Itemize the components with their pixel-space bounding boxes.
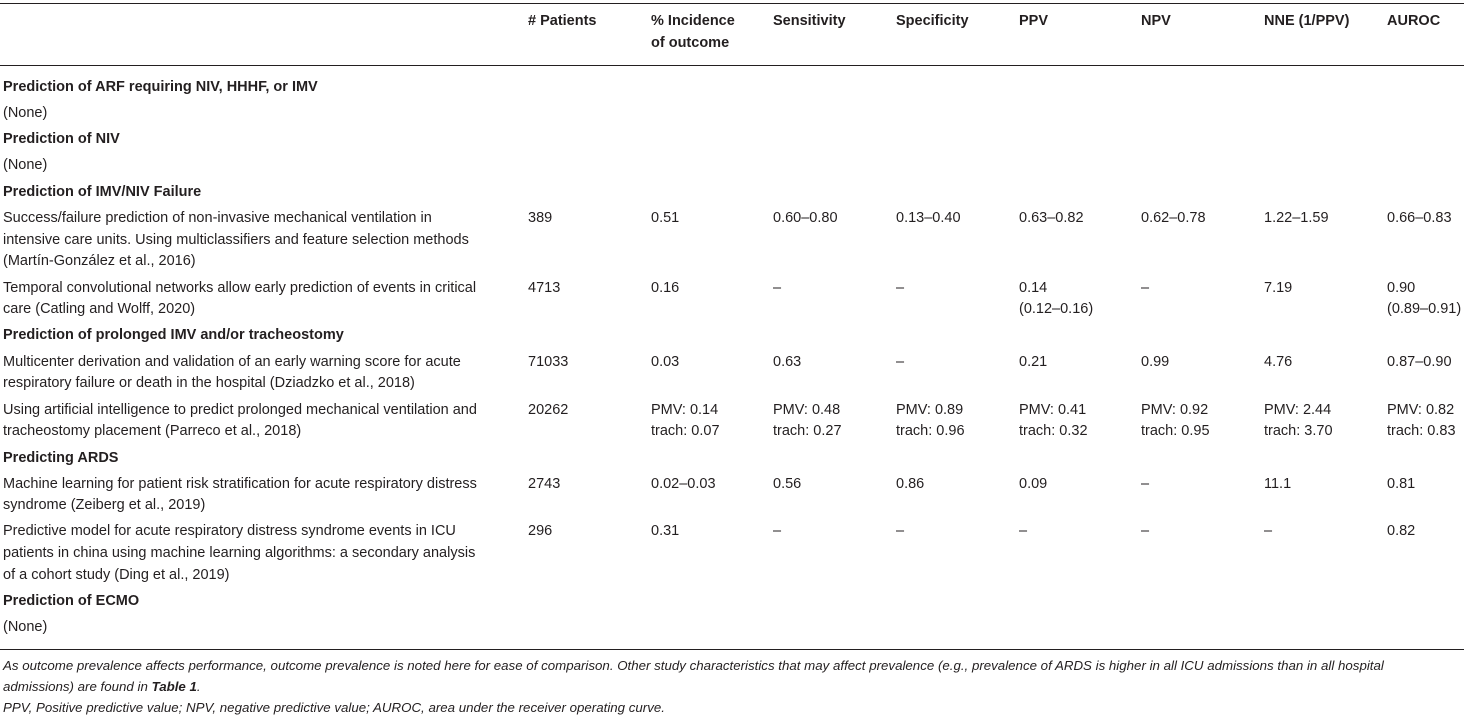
study-title-text: care (3, 301, 36, 317)
cell-auroc: 0.66–0.83 (1387, 210, 1452, 226)
bottom-rule (0, 649, 1464, 650)
cell-ppv: 0.21 (1019, 354, 1048, 370)
footnote-line: PPV, Positive predictive value; NPV, negative predictive value; AUROC, area under the receiver operating curve. (3, 700, 665, 715)
cell-incidence: 0.02–0.03 (651, 476, 716, 492)
study-title-line (3, 495, 205, 517)
table-1-link[interactable]: Table 1 (151, 679, 197, 694)
cell-ppv: 0.14 (1019, 280, 1048, 296)
cell-specificity: 0.86 (896, 476, 925, 492)
cell-ppv: – (1019, 523, 1028, 539)
footnote (3, 655, 1458, 718)
cell-sensitivity: – (773, 280, 782, 296)
section-imv-niv-failure: Prediction of IMV/NIV Failure (3, 184, 202, 200)
cell-nne: – (1264, 523, 1273, 539)
cell-ppv: PMV: 0.41 (1019, 402, 1087, 418)
cell-ppv: 0.09 (1019, 476, 1048, 492)
study-title-line: Temporal convolutional networks allow early prediction of events in critical (3, 280, 477, 296)
cell-ppv-trach: trach: 0.32 (1019, 423, 1088, 439)
section-arf: Prediction of ARF requiring NIV, HHHF, or IMV (3, 79, 318, 95)
cell-incidence: PMV: 0.14 (651, 402, 719, 418)
cell-incidence: 0.31 (651, 523, 680, 539)
cell-nne: 1.22–1.59 (1264, 210, 1329, 226)
cell-auroc-ci: (0.89–0.91) (1387, 301, 1462, 317)
study-citation: (Dziadzko et al., 2018) (269, 375, 415, 391)
cell-specificity: – (896, 280, 905, 296)
cell-nne: PMV: 2.44 (1264, 402, 1332, 418)
study-title-text: of a cohort study (3, 567, 115, 583)
study-title-line: patients in china using machine learning algorithms: a secondary analysis (3, 545, 476, 561)
study-title-line: Machine learning for patient risk stratification for acute respiratory distress (3, 476, 477, 492)
study-citation: (Ding et al., 2019) (114, 567, 230, 583)
cell-auroc: 0.82 (1387, 523, 1416, 539)
study-title-line: Predictive model for acute respiratory distress syndrome events in ICU (3, 523, 456, 539)
study-title-line: Multicenter derivation and validation of an early warning score for acute (3, 354, 461, 370)
header-specificity: Specificity (896, 13, 969, 29)
cell-npv: – (1141, 476, 1150, 492)
footnote-line: As outcome prevalence affects performance, outcome prevalence is noted here for ease of comparison. Other study characteristics that may affect prevalence (e.g., prevalence of ARDS is higher in all ICU admissions than in all hospital (3, 658, 1384, 673)
cell-specificity: PMV: 0.89 (896, 402, 964, 418)
cell-patients: 296 (528, 523, 553, 539)
cell-ppv: 0.63–0.82 (1019, 210, 1084, 226)
section-ecmo-none: (None) (3, 619, 48, 635)
cell-incidence: 0.16 (651, 280, 680, 296)
cell-sensitivity: 0.63 (773, 354, 802, 370)
cell-auroc: 0.87–0.90 (1387, 354, 1452, 370)
study-title-text: respiratory failure or death in the hospital (3, 375, 270, 391)
study-title-text: syndrome (3, 497, 71, 513)
study-title-line: Success/failure prediction of non-invasive mechanical ventilation in (3, 210, 432, 226)
footnote-text: admissions) are found in (3, 679, 152, 694)
cell-auroc: 0.90 (1387, 280, 1416, 296)
study-title-line (3, 373, 415, 395)
cell-npv: – (1141, 280, 1150, 296)
cell-specificity: 0.13–0.40 (896, 210, 961, 226)
cell-npv: – (1141, 523, 1150, 539)
cell-patients: 4713 (528, 280, 561, 296)
header-ppv: PPV (1019, 13, 1049, 29)
study-title-text: tracheostomy placement (3, 423, 165, 439)
cell-npv: 0.99 (1141, 354, 1170, 370)
cell-npv: 0.62–0.78 (1141, 210, 1206, 226)
study-title-line (3, 565, 230, 587)
header-npv: NPV (1141, 13, 1171, 29)
section-ards: Predicting ARDS (3, 450, 119, 466)
cell-sensitivity: 0.60–0.80 (773, 210, 838, 226)
header-sensitivity: Sensitivity (773, 13, 846, 29)
study-citation: (Zeiberg et al., 2019) (70, 497, 206, 513)
study-title-line: intensive care units. Using multiclassifiers and feature selection methods (3, 232, 469, 248)
cell-sensitivity: 0.56 (773, 476, 802, 492)
cell-specificity: – (896, 354, 905, 370)
cell-auroc-trach: trach: 0.83 (1387, 423, 1456, 439)
header-patients: # Patients (528, 13, 597, 29)
header-incidence-line2: of outcome (651, 35, 730, 51)
section-niv-none: (None) (3, 157, 48, 173)
cell-auroc: 0.81 (1387, 476, 1416, 492)
cell-patients: 20262 (528, 402, 569, 418)
cell-incidence: 0.51 (651, 210, 680, 226)
section-arf-none: (None) (3, 105, 48, 121)
cell-sensitivity: – (773, 523, 782, 539)
footnote-line (3, 676, 1458, 697)
cell-nne-trach: trach: 3.70 (1264, 423, 1333, 439)
cell-nne: 7.19 (1264, 280, 1293, 296)
cell-specificity-trach: trach: 0.96 (896, 423, 965, 439)
cell-patients: 71033 (528, 354, 569, 370)
study-title-line (3, 299, 195, 321)
cell-specificity: – (896, 523, 905, 539)
cell-npv-trach: trach: 0.95 (1141, 423, 1210, 439)
section-ecmo: Prediction of ECMO (3, 593, 140, 609)
cell-auroc: PMV: 0.82 (1387, 402, 1455, 418)
cell-nne: 11.1 (1264, 476, 1292, 492)
cell-npv: PMV: 0.92 (1141, 402, 1209, 418)
header-incidence-line1: % Incidence (651, 13, 735, 29)
footnote-text: . (196, 679, 201, 694)
top-rule (0, 3, 1464, 4)
section-prolonged-imv: Prediction of prolonged IMV and/or tracheostomy (3, 327, 344, 343)
study-citation: (Catling and Wolff, 2020) (35, 301, 196, 317)
cell-incidence-trach: trach: 0.07 (651, 423, 720, 439)
cell-sensitivity: PMV: 0.48 (773, 402, 841, 418)
cell-patients: 2743 (528, 476, 561, 492)
header-rule (0, 65, 1464, 66)
study-citation: (Parreco et al., 2018) (165, 423, 302, 439)
cell-sensitivity-trach: trach: 0.27 (773, 423, 842, 439)
cell-ppv-ci: (0.12–0.16) (1019, 301, 1094, 317)
section-niv: Prediction of NIV (3, 131, 120, 147)
study-title-line (3, 421, 301, 443)
study-citation: (Martín-González et al., 2016) (3, 253, 196, 269)
study-title-line: Using artificial intelligence to predict prolonged mechanical ventilation and (3, 402, 477, 418)
header-auroc: AUROC (1387, 13, 1441, 29)
header-nne: NNE (1/PPV) (1264, 13, 1350, 29)
cell-patients: 389 (528, 210, 553, 226)
cell-nne: 4.76 (1264, 354, 1293, 370)
cell-incidence: 0.03 (651, 354, 680, 370)
